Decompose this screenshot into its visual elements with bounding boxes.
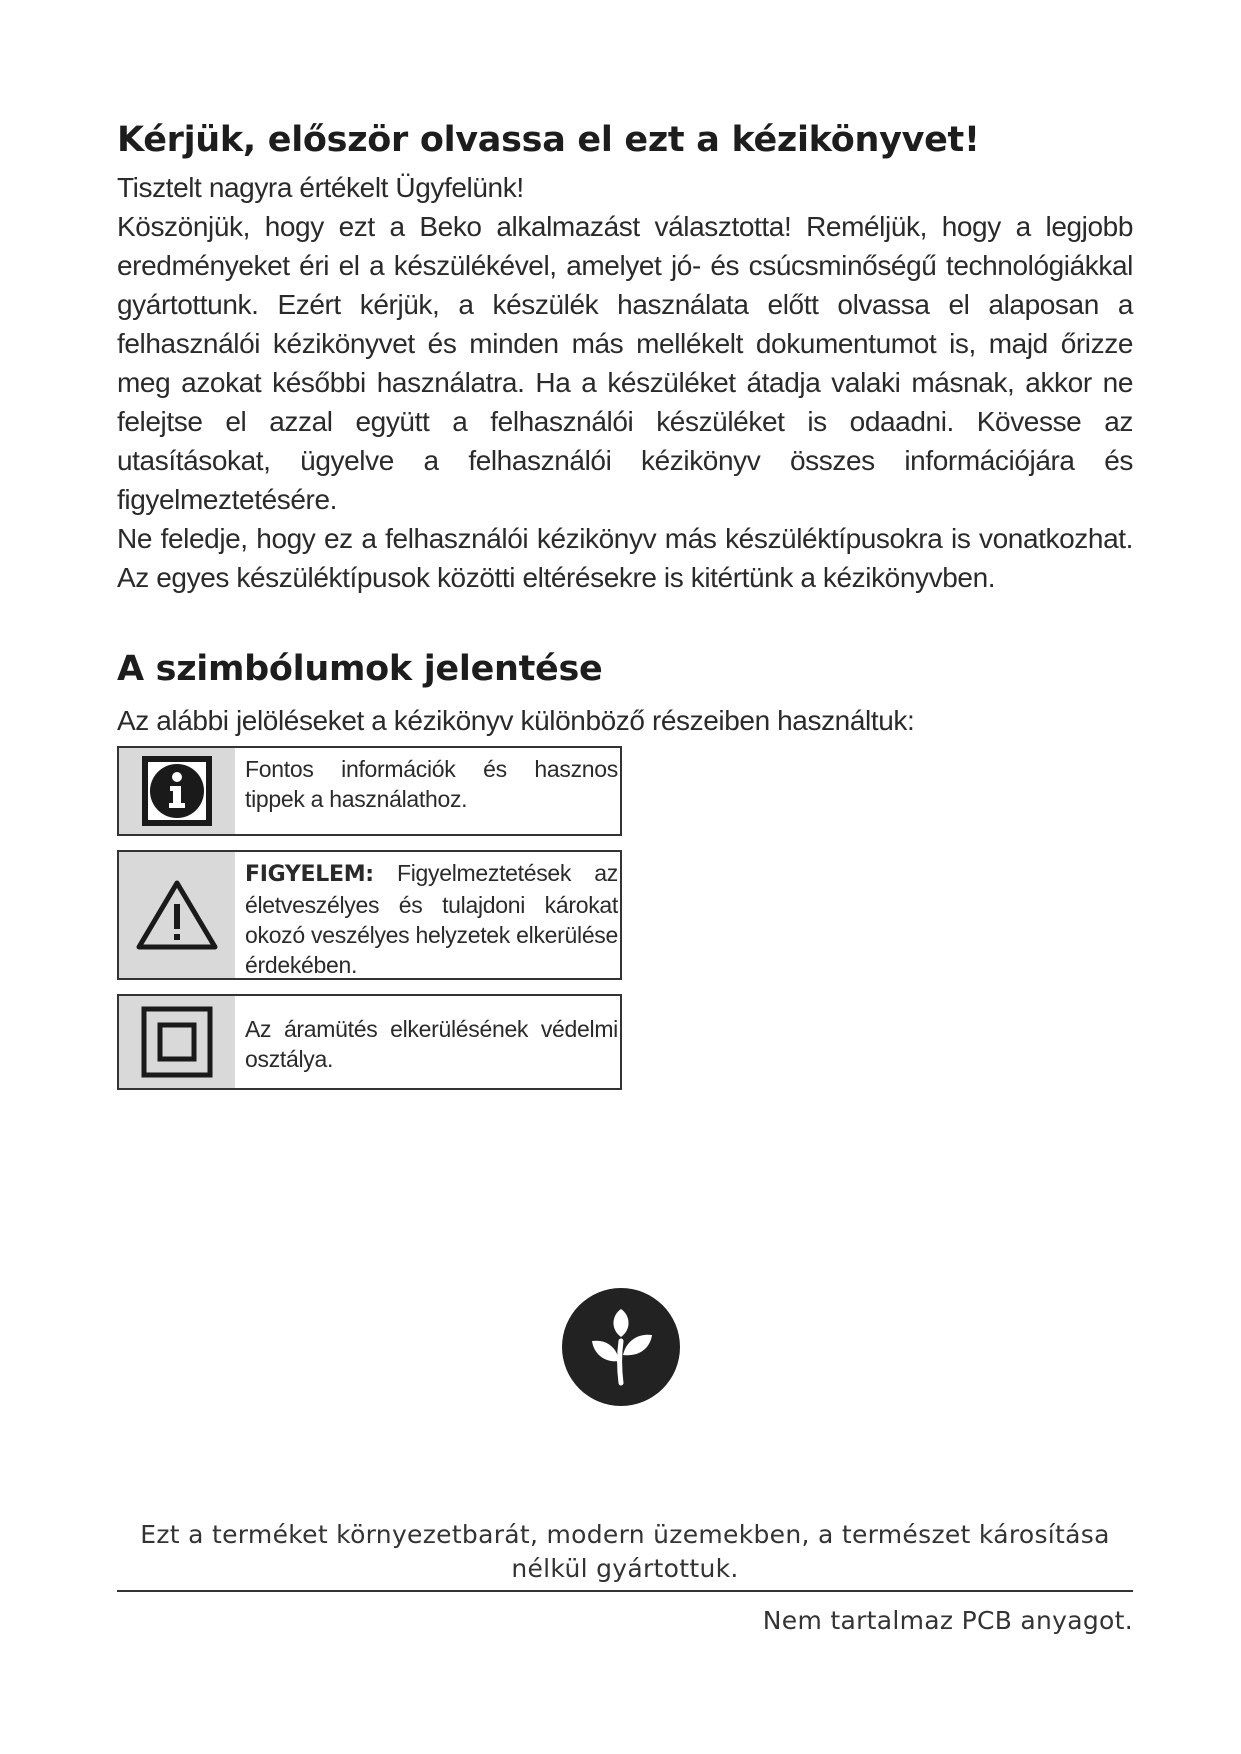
double-insulation-icon xyxy=(119,996,235,1088)
symbols-table xyxy=(117,746,622,1090)
greeting: Tisztelt nagyra értékelt Ügyfelünk! xyxy=(117,172,524,203)
pcb-statement: Nem tartalmaz PCB anyagot. xyxy=(762,1606,1133,1635)
symbol-info-text xyxy=(235,748,620,834)
symbol-row-warning xyxy=(117,850,622,980)
info-icon xyxy=(119,748,235,834)
intro-paragraph-2: Ne feledje, hogy ez a felhasználói kézikönyv más készüléktípusokra is vonatkozhat. Az egyes készüléktípusok közötti eltérésekre is kitértünk a kézikönyvben. xyxy=(117,523,1133,593)
symbol-row-info xyxy=(117,746,622,836)
symbol-warning-description: Figyelmeztetések az életveszélyes és tulajdoni károkat okozó veszélyes helyzetek elkerülése érdekében. xyxy=(245,860,618,978)
eco-statement: Ezt a terméket környezetbarát, modern üzemekben, a természet károsítása nélkül gyártottuk. xyxy=(140,1520,1110,1583)
symbol-info-description: Fontos információk és hasznos tippek a használathoz. xyxy=(245,756,618,812)
symbols-intro: Az alábbi jelöléseket a kézikönyv különböző részeiben használtuk: xyxy=(117,705,915,736)
eco-badge xyxy=(0,1288,1241,1406)
symbol-row-insulation xyxy=(117,994,622,1090)
intro-paragraph-1: Köszönjük, hogy ezt a Beko alkalmazást választotta! Reméljük, hogy a legjobb eredményeket éri el a készülékével, amelyet jó- és csúcsminőségű technológiákkal gyártottunk. Ezért kérjük, a készülék használata előtt olvassa el alaposan a felhasználói kézikönyvet és minden más mellékelt dokumentumot is, majd őrizze meg azokat későbbi használatra. Ha a készüléket átadja valaki másnak, akkor ne felejtse el azzal együtt a felhasználói készüléket is odaadni. Kövesse az utasításokat, ügyelve a felhasználói kézikönyv összes információjára és figyelmeztetésére. xyxy=(117,211,1133,515)
symbol-insulation-description: Az áramütés elkerülésének védelmi osztálya. xyxy=(245,1016,618,1072)
manual-page xyxy=(117,120,1133,1104)
symbol-insulation-text xyxy=(235,996,620,1088)
symbols-heading: A szimbólumok jelentése xyxy=(117,649,603,689)
leaf-icon xyxy=(562,1288,680,1406)
divider xyxy=(117,1590,1133,1592)
symbol-warning-lead: FIGYELEM: xyxy=(245,862,374,887)
page-title: Kérjük, először olvassa el ezt a kézikönyvet! xyxy=(117,120,980,160)
symbol-warning-text xyxy=(235,852,620,978)
warning-triangle-icon xyxy=(119,852,235,978)
